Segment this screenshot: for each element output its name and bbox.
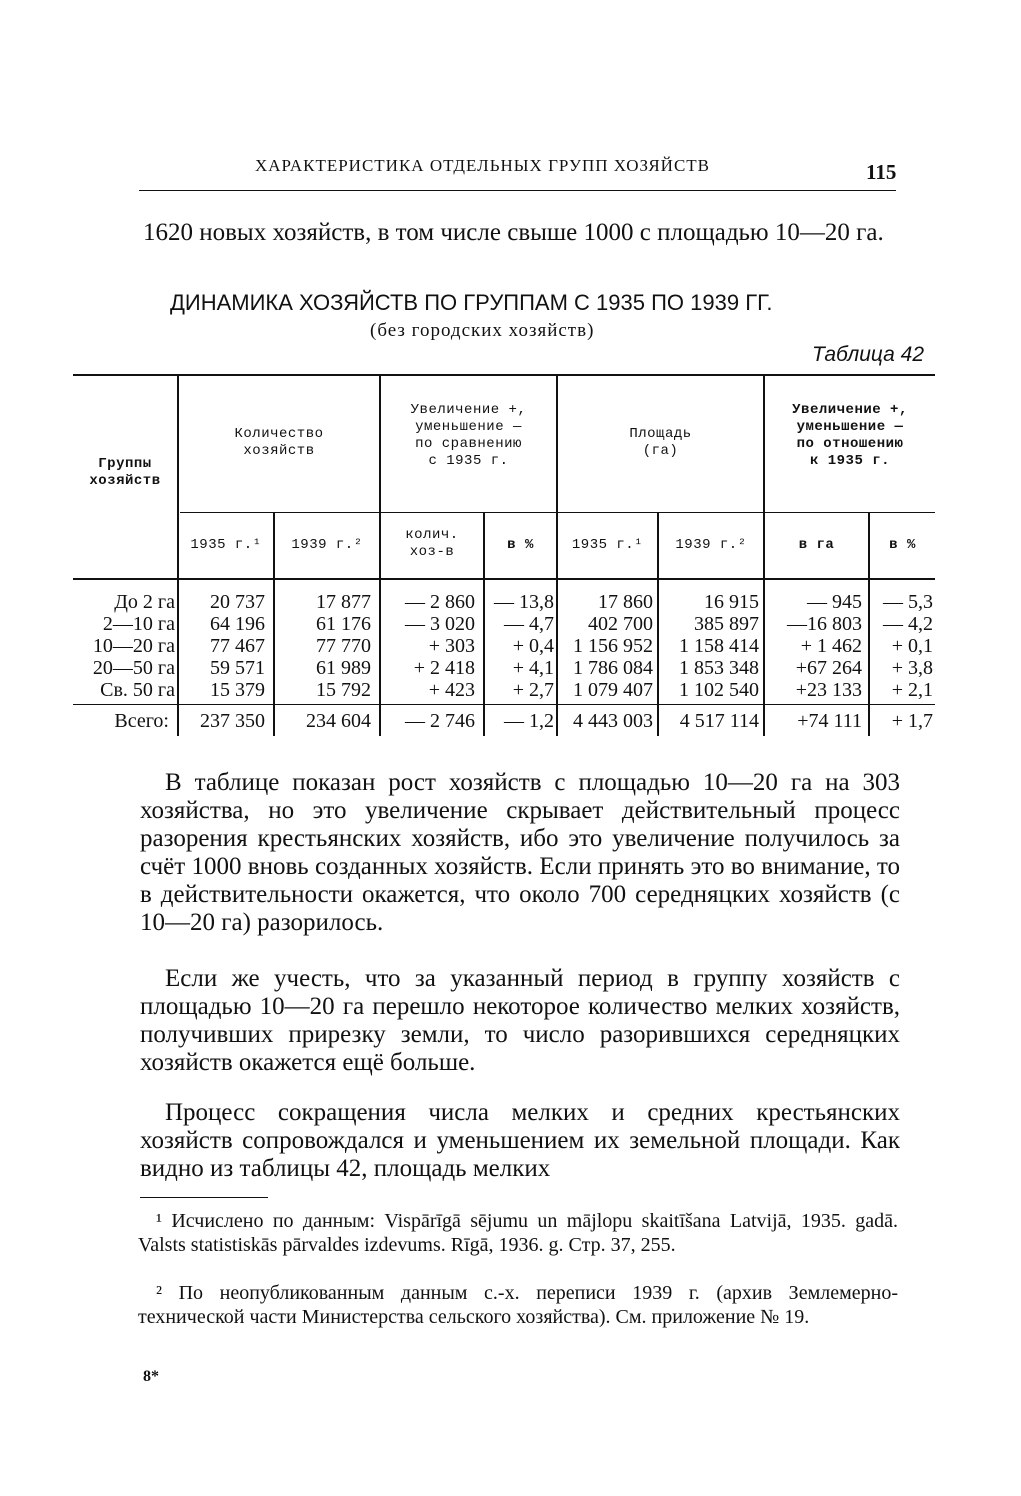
footnote-divider bbox=[140, 1197, 268, 1198]
footnote: ² По неопубликованным данным с.-х. переписи 1939 г. (архив Землемерно-технической части Министерства сельского хозяйства). См. приложение № 19. bbox=[138, 1282, 898, 1328]
running-head: ХАРАКТЕРИСТИКА ОТДЕЛЬНЫХ ГРУПП ХОЗЯЙСТВ bbox=[255, 156, 711, 175]
subheader-pct: в % bbox=[507, 537, 534, 553]
cell-change-area-pct: + 3,8 bbox=[891, 657, 933, 679]
cell-total-change-qty: — 2 746 bbox=[405, 710, 475, 732]
cell-change-pct: — 13,8 bbox=[494, 591, 554, 613]
cell-count-1935: 15 379 bbox=[210, 679, 265, 701]
cell-area-1939: 1 853 348 bbox=[679, 657, 759, 679]
statistics-table bbox=[73, 374, 935, 744]
cell-area-1935: 402 700 bbox=[588, 613, 653, 635]
cell-total-area-1935: 4 443 003 bbox=[573, 710, 653, 732]
cell-change-area-pct: + 0,1 bbox=[891, 635, 933, 657]
cell-change-qty: + 303 bbox=[428, 635, 475, 657]
cell-area-1935: 17 860 bbox=[598, 591, 653, 613]
cell-change-ha: —16 803 bbox=[787, 613, 862, 635]
page-number: 115 bbox=[866, 160, 897, 184]
cell-area-1939: 16 915 bbox=[704, 591, 759, 613]
cell-total-area-1939: 4 517 114 bbox=[679, 710, 759, 732]
body-paragraph: Если же учесть, что за указанный период в группу хозяйств с площадью 10—20 га перешло некоторое количество мелких хозяйств, получивших прирезку земли, то число разорившихся середняцких хозяйств окажется ещё больше. bbox=[140, 965, 900, 1076]
header-change-count: Увеличение +, уменьшение — по сравнению с 1935 г. bbox=[410, 402, 527, 469]
cell-total-change-ha: +74 111 bbox=[797, 710, 862, 732]
header-area: Площадь (га) bbox=[629, 426, 692, 459]
footnote: ¹ Исчислено по данным: Vispārīgā sējumu un mājlopu skaitīšana Latvijā, 1935. gadā. Valsts statistiskās pārvaldes izdevums. Rīgā, 1936. g. Стр. 37, 255. bbox=[138, 1210, 898, 1256]
cell-area-1935: 1 786 084 bbox=[573, 657, 653, 679]
cell-change-pct: + 0,4 bbox=[512, 635, 554, 657]
cell-count-1935: 20 737 bbox=[210, 591, 265, 613]
cell-group: 2—10 га bbox=[102, 613, 175, 635]
cell-change-pct: + 2,7 bbox=[512, 679, 554, 701]
cell-area-1939: 1 158 414 bbox=[679, 635, 759, 657]
subheader-area-1935: 1935 г.¹ bbox=[571, 537, 644, 553]
cell-change-pct: — 4,7 bbox=[504, 613, 554, 635]
cell-change-ha: — 945 bbox=[807, 591, 862, 613]
cell-change-ha: +67 264 bbox=[795, 657, 862, 679]
cell-change-area-pct: + 2,1 bbox=[891, 679, 933, 701]
table-title: ДИНАМИКА ХОЗЯЙСТВ ПО ГРУППАМ С 1935 ПО 1939 ГГ. bbox=[170, 290, 773, 315]
cell-total-count-1935: 237 350 bbox=[200, 710, 265, 732]
cell-count-1935: 64 196 bbox=[210, 613, 265, 635]
cell-change-qty: — 2 860 bbox=[405, 591, 475, 613]
body-paragraph: Процесс сокращения числа мелких и средних крестьянских хозяйств сопровождался и уменьшением их земельной площади. Как видно из таблицы 42, площадь мелких bbox=[140, 1099, 900, 1182]
header-change-area: Увеличение +, уменьшение — по отношению к 1935 г. bbox=[792, 402, 908, 469]
cell-area-1939: 1 102 540 bbox=[679, 679, 759, 701]
cell-count-1939: 61 176 bbox=[316, 613, 371, 635]
header-groups: Группы хозяйств bbox=[89, 456, 161, 489]
table-label: Таблица 42 bbox=[812, 343, 925, 366]
cell-count-1935: 77 467 bbox=[210, 635, 265, 657]
cell-change-qty: + 2 418 bbox=[413, 657, 475, 679]
cell-change-ha: + 1 462 bbox=[800, 635, 862, 657]
intro-text: 1620 новых хозяйств, в том числе свыше 1000 с площадью 10—20 га. bbox=[143, 219, 884, 246]
cell-change-area-pct: — 4,2 bbox=[883, 613, 933, 635]
subheader-1939: 1939 г.² bbox=[291, 537, 363, 553]
header-divider bbox=[139, 190, 896, 191]
cell-area-1935: 1 079 407 bbox=[573, 679, 653, 701]
cell-group: 10—20 га bbox=[92, 635, 175, 657]
subheader-area-1939: 1939 г.² bbox=[675, 537, 747, 553]
cell-area-1939: 385 897 bbox=[694, 613, 759, 635]
cell-total-change-area-pct: + 1,7 bbox=[891, 710, 933, 732]
cell-change-qty: — 3 020 bbox=[405, 613, 475, 635]
header-count: Количество хозяйств bbox=[234, 426, 324, 459]
cell-total-label: Всего: bbox=[114, 710, 169, 732]
table-total-rule bbox=[73, 704, 935, 705]
signature-mark: 8* bbox=[143, 1368, 159, 1385]
cell-total-change-pct: — 1,2 bbox=[504, 710, 554, 732]
cell-change-pct: + 4,1 bbox=[512, 657, 554, 679]
subheader-in-ha: в га bbox=[798, 537, 835, 553]
cell-count-1939: 15 792 bbox=[316, 679, 371, 701]
body-paragraph: В таблице показан рост хозяйств с площадью 10—20 га на 303 хозяйства, но это увеличение скрывает действительный процесс разорения крестьянских хозяйств, ибо это увеличение получилось за счёт 1000 вновь созданных хозяйств. Если принять это во внимание, то в действительности окажется, что около 700 середняцких хозяйств (с 10—20 га) разорилось. bbox=[140, 769, 900, 936]
subheader-qty: колич. хоз-в bbox=[405, 527, 459, 560]
cell-total-count-1939: 234 604 bbox=[306, 710, 371, 732]
cell-change-ha: +23 133 bbox=[795, 679, 862, 701]
cell-group: Св. 50 га bbox=[100, 679, 175, 701]
cell-group: До 2 га bbox=[114, 591, 175, 613]
cell-area-1935: 1 156 952 bbox=[573, 635, 653, 657]
subheader-in-pct: в % bbox=[889, 537, 916, 553]
cell-count-1939: 61 989 bbox=[316, 657, 371, 679]
table-header-rule bbox=[73, 578, 935, 580]
cell-change-area-pct: — 5,3 bbox=[883, 591, 933, 613]
table-subtitle: (без городских хозяйств) bbox=[370, 320, 595, 341]
cell-change-qty: + 423 bbox=[428, 679, 475, 701]
cell-count-1935: 59 571 bbox=[210, 657, 265, 679]
cell-count-1939: 77 770 bbox=[316, 635, 371, 657]
subheader-1935: 1935 г.¹ bbox=[190, 537, 262, 553]
cell-group: 20—50 га bbox=[92, 657, 175, 679]
cell-count-1939: 17 877 bbox=[316, 591, 371, 613]
table-top-rule bbox=[73, 374, 935, 376]
